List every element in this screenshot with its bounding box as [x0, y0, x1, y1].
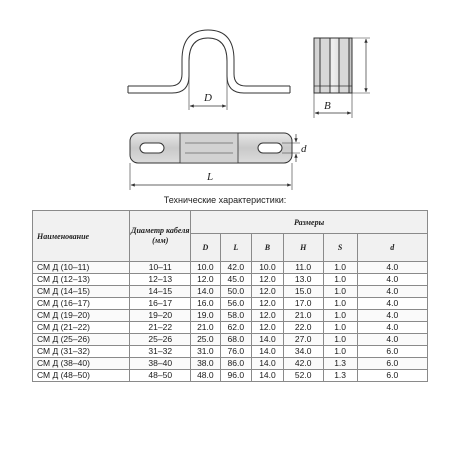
- cell-diameter: 38–40: [130, 358, 191, 370]
- header-D: D: [191, 234, 220, 262]
- cell-d: 4.0: [357, 262, 427, 274]
- header-B: B: [252, 234, 284, 262]
- cell-diameter: 25–26: [130, 334, 191, 346]
- cell-b: 12.0: [252, 274, 284, 286]
- cell-d: 4.0: [357, 286, 427, 298]
- cell-b: 14.0: [252, 370, 284, 382]
- cell-d: 38.0: [191, 358, 220, 370]
- cell-l: 86.0: [220, 358, 252, 370]
- cell-b: 14.0: [252, 346, 284, 358]
- clamp-technical-drawing: [0, 0, 450, 195]
- cell-name: СМ Д (38–40): [33, 358, 130, 370]
- cell-h: 34.0: [283, 346, 323, 358]
- cell-name: СМ Д (12–13): [33, 274, 130, 286]
- clamp-top-view: [130, 133, 292, 163]
- cell-l: 58.0: [220, 310, 252, 322]
- cell-name: СМ Д (19–20): [33, 310, 130, 322]
- cell-d: 21.0: [191, 322, 220, 334]
- cell-name: СМ Д (31–32): [33, 346, 130, 358]
- cell-s: 1.3: [323, 358, 357, 370]
- cell-d: 4.0: [357, 298, 427, 310]
- cell-s: 1.0: [323, 262, 357, 274]
- cell-h: 52.0: [283, 370, 323, 382]
- label-B: B: [324, 100, 331, 112]
- cell-name: СМ Д (21–22): [33, 322, 130, 334]
- header-name: Наименование: [33, 211, 130, 262]
- cell-l: 56.0: [220, 298, 252, 310]
- cell-h: 13.0: [283, 274, 323, 286]
- dimension-B: [314, 93, 352, 118]
- cell-l: 45.0: [220, 274, 252, 286]
- cell-h: 11.0: [283, 262, 323, 274]
- cell-diameter: 31–32: [130, 346, 191, 358]
- label-L: L: [207, 171, 214, 183]
- label-d: d: [301, 143, 307, 155]
- cell-s: 1.0: [323, 310, 357, 322]
- cell-d: 4.0: [357, 322, 427, 334]
- table-row: [33, 346, 428, 358]
- cell-l: 96.0: [220, 370, 252, 382]
- cell-b: 12.0: [252, 286, 284, 298]
- cell-d: 19.0: [191, 310, 220, 322]
- cell-d: 16.0: [191, 298, 220, 310]
- cell-s: 1.0: [323, 274, 357, 286]
- cell-d: 10.0: [191, 262, 220, 274]
- cell-l: 50.0: [220, 286, 252, 298]
- table-row: [33, 358, 428, 370]
- cell-l: 42.0: [220, 262, 252, 274]
- cell-s: 1.0: [323, 286, 357, 298]
- cell-b: 14.0: [252, 334, 284, 346]
- cell-s: 1.3: [323, 370, 357, 382]
- dimension-L: [130, 163, 292, 190]
- cell-name: СМ Д (14–15): [33, 286, 130, 298]
- cell-d: 4.0: [357, 334, 427, 346]
- table-row: [33, 334, 428, 346]
- cell-d: 6.0: [357, 370, 427, 382]
- cell-diameter: 48–50: [130, 370, 191, 382]
- cell-diameter: 12–13: [130, 274, 191, 286]
- specifications-table: [32, 210, 428, 382]
- cell-diameter: 19–20: [130, 310, 191, 322]
- clamp-end-view: [314, 38, 352, 93]
- cell-h: 21.0: [283, 310, 323, 322]
- cell-diameter: 16–17: [130, 298, 191, 310]
- cell-h: 17.0: [283, 298, 323, 310]
- cell-d: 6.0: [357, 346, 427, 358]
- cell-diameter: 21–22: [130, 322, 191, 334]
- cell-b: 12.0: [252, 298, 284, 310]
- cell-s: 1.0: [323, 334, 357, 346]
- cell-l: 68.0: [220, 334, 252, 346]
- cell-s: 1.0: [323, 346, 357, 358]
- cell-l: 76.0: [220, 346, 252, 358]
- clamp-side-view: [128, 30, 290, 93]
- dimension-D: [189, 75, 227, 110]
- table-row: [33, 370, 428, 382]
- cell-h: 42.0: [283, 358, 323, 370]
- cell-b: 10.0: [252, 262, 284, 274]
- table-row: [33, 274, 428, 286]
- cell-d: 25.0: [191, 334, 220, 346]
- cell-s: 1.0: [323, 298, 357, 310]
- cell-d: 4.0: [357, 310, 427, 322]
- cell-name: СМ Д (16–17): [33, 298, 130, 310]
- cell-b: 12.0: [252, 310, 284, 322]
- cell-diameter: 10–11: [130, 262, 191, 274]
- cell-h: 27.0: [283, 334, 323, 346]
- label-D: D: [204, 92, 212, 104]
- cell-name: СМ Д (48–50): [33, 370, 130, 382]
- table-row: [33, 322, 428, 334]
- table-row: [33, 286, 428, 298]
- cell-d: 4.0: [357, 274, 427, 286]
- cell-d: 6.0: [357, 358, 427, 370]
- cell-h: 15.0: [283, 286, 323, 298]
- cell-d: 14.0: [191, 286, 220, 298]
- cell-l: 62.0: [220, 322, 252, 334]
- table-row: [33, 310, 428, 322]
- header-S: S: [323, 234, 357, 262]
- header-d: d: [357, 234, 427, 262]
- cell-name: СМ Д (25–26): [33, 334, 130, 346]
- header-L: L: [220, 234, 252, 262]
- cell-d: 31.0: [191, 346, 220, 358]
- table-row: [33, 262, 428, 274]
- cell-h: 22.0: [283, 322, 323, 334]
- dimension-H: [352, 38, 370, 93]
- table-title: Технические характеристики:: [163, 195, 287, 205]
- header-H: H: [283, 234, 323, 262]
- table-row: [33, 298, 428, 310]
- header-diameter: Диаметр кабеля (мм): [130, 211, 191, 262]
- cell-d: 12.0: [191, 274, 220, 286]
- cell-s: 1.0: [323, 322, 357, 334]
- cell-b: 12.0: [252, 322, 284, 334]
- cell-diameter: 14–15: [130, 286, 191, 298]
- table-body: [33, 262, 428, 382]
- cell-b: 14.0: [252, 358, 284, 370]
- header-sizes: Размеры: [191, 211, 428, 234]
- cell-name: СМ Д (10–11): [33, 262, 130, 274]
- cell-d: 48.0: [191, 370, 220, 382]
